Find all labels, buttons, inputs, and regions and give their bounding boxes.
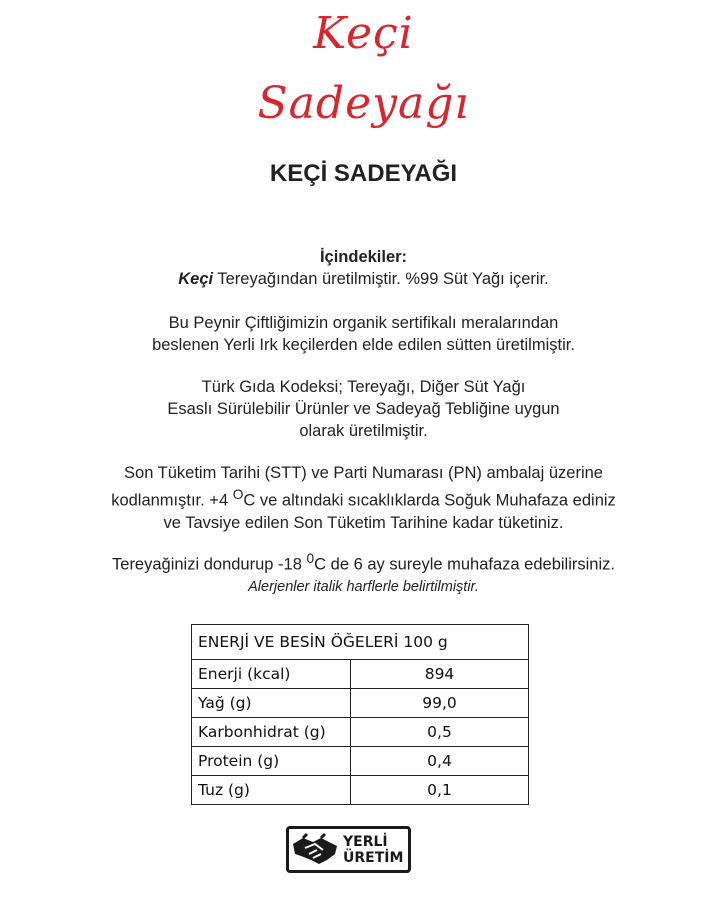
badge-line-1: YERLİ xyxy=(343,833,388,850)
degree-sup: O xyxy=(232,487,244,502)
nutrition-value: 99,0 xyxy=(351,689,529,718)
nutrition-value: 0,1 xyxy=(351,776,529,805)
codex-block xyxy=(40,376,687,442)
nutrition-label: Tuz (g) xyxy=(192,776,351,805)
ingredients-heading: İçindekiler: xyxy=(319,248,408,266)
freeze-block xyxy=(40,548,687,598)
origin-line-1: Bu Peynir Çiftliğimizin organik sertifikalı meralarından xyxy=(168,314,559,332)
table-row xyxy=(192,660,529,689)
table-row xyxy=(192,689,529,718)
storage-line-1: Son Tüketim Tarihi (STT) ve Parti Numarası (PN) ambalaj üzerine xyxy=(124,464,603,482)
nutrition-value: 0,4 xyxy=(351,747,529,776)
handshake-icon xyxy=(291,830,339,870)
yerli-uretim-badge xyxy=(286,826,411,873)
ingredients-block xyxy=(40,246,687,290)
freeze-text xyxy=(40,548,687,576)
codex-line-1: Türk Gıda Kodeksi; Tereyağı, Diğer Süt Yağı xyxy=(201,378,526,396)
product-title: KEÇİ SADEYAĞI xyxy=(269,160,458,187)
nutrition-header: ENERJİ VE BESİN ÖĞELERİ 100 g xyxy=(192,625,529,660)
freeze-text-a: Tereyağinizi dondurup -18 xyxy=(112,555,307,574)
freeze-degree-sup: 0 xyxy=(306,551,315,566)
freeze-text-b: C de 6 ay sureyle muhafaza edebilirsiniz. xyxy=(314,555,615,574)
nutrition-value: 894 xyxy=(351,660,529,689)
nutrition-table xyxy=(191,624,529,805)
badge-text xyxy=(343,834,403,866)
origin-line-2: beslenen Yerli Irk keçilerden elde edilen sütten üretilmiştir. xyxy=(152,336,575,354)
storage-line-2 xyxy=(40,484,687,512)
table-row xyxy=(192,776,529,805)
badge-line-2: ÜRETİM xyxy=(343,849,404,866)
ingredients-text xyxy=(40,268,687,290)
nutrition-label: Yağ (g) xyxy=(192,689,351,718)
nutrition-label: Karbonhidrat (g) xyxy=(192,718,351,747)
origin-block xyxy=(40,312,687,356)
brand-script-sadeyagi: Sadeyağı xyxy=(257,78,470,129)
brand-script-keci: Keçi xyxy=(313,8,414,59)
table-row xyxy=(192,718,529,747)
codex-line-3: olarak üretilmiştir. xyxy=(299,422,428,440)
nutrition-label: Protein (g) xyxy=(192,747,351,776)
storage-line-2a: kodlanmıştır. +4 xyxy=(111,491,233,510)
allergen-word: Keçi xyxy=(178,270,214,288)
storage-line-3: ve Tavsiye edilen Son Tüketim Tarihine kadar tüketiniz. xyxy=(163,513,564,532)
nutrition-value: 0,5 xyxy=(351,718,529,747)
allergen-note: Alerjenler italik harflerle belirtilmiştir. xyxy=(248,578,479,595)
nutrition-label: Enerji (kcal) xyxy=(192,660,351,689)
nutrition-header-row xyxy=(192,625,529,660)
storage-line-2b: C ve altındaki sıcaklıklarda Soğuk Muhafaza ediniz xyxy=(243,491,616,510)
storage-block xyxy=(40,462,687,534)
codex-line-2: Esaslı Sürülebilir Ürünler ve Sadeyağ Tebliğine uygun xyxy=(167,400,560,418)
table-row xyxy=(192,747,529,776)
ingredients-rest: Tereyağından üretilmiştir. %99 Süt Yağı içerir. xyxy=(213,270,549,288)
